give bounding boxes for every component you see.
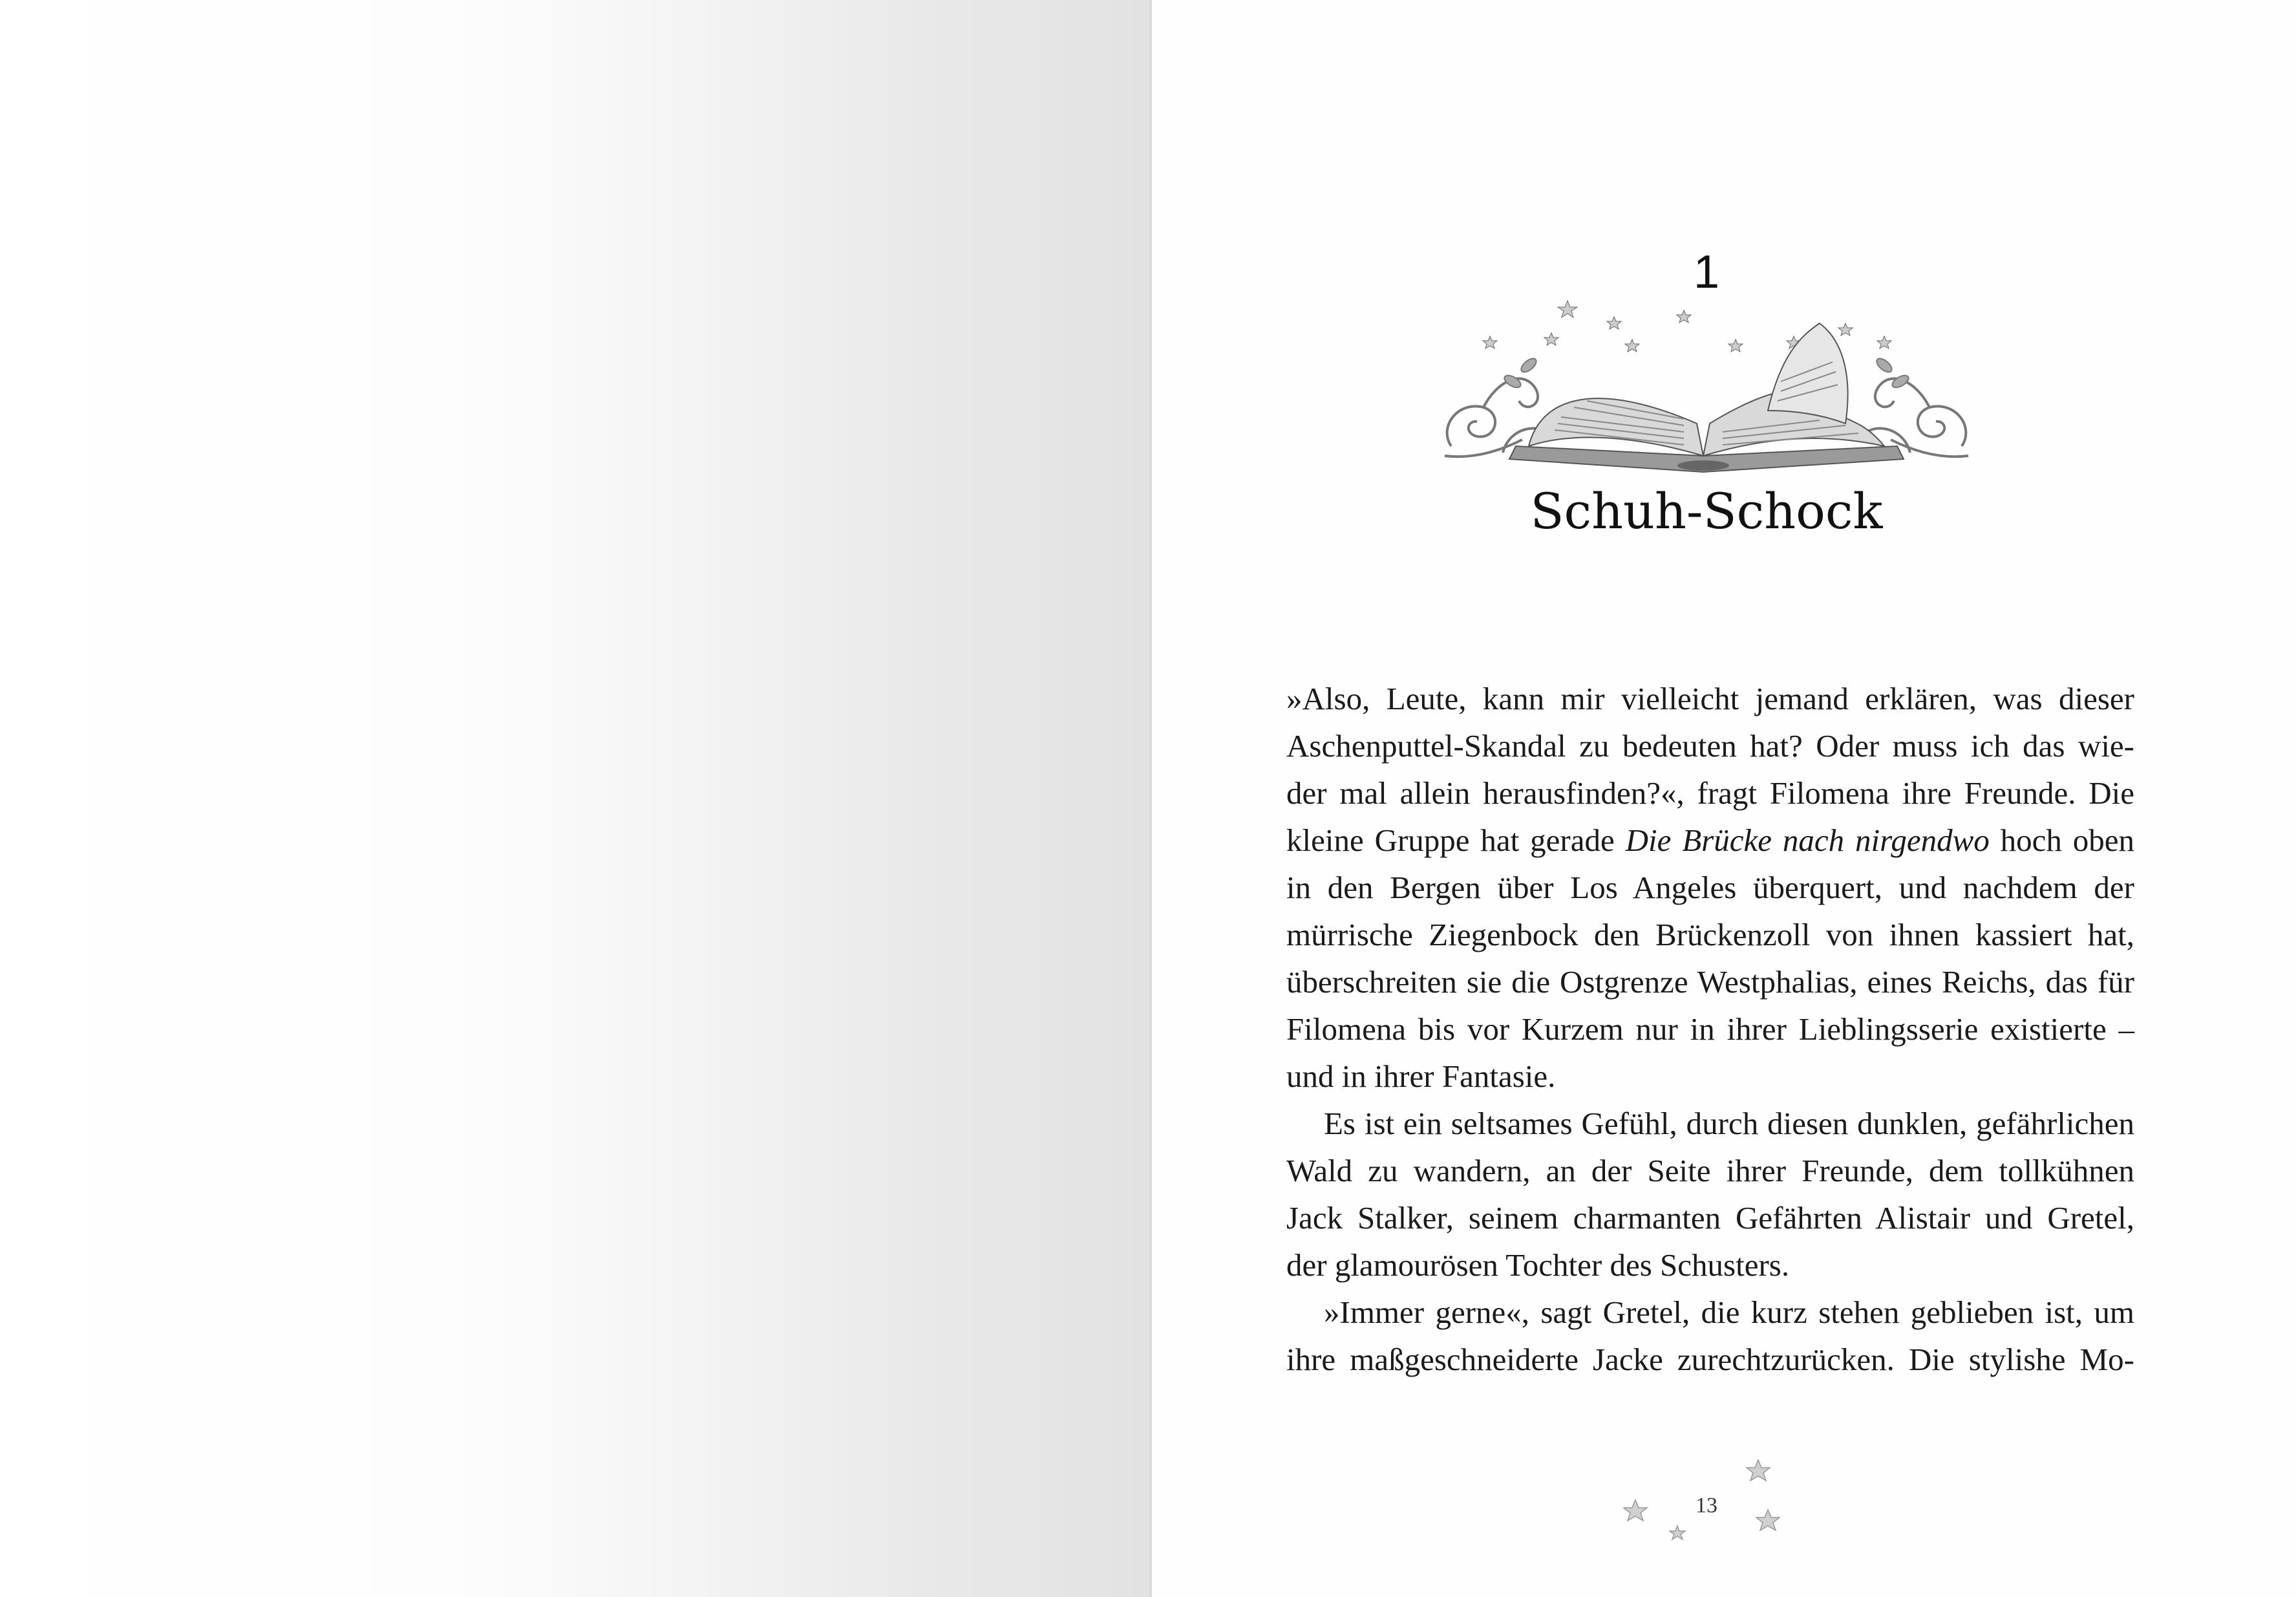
text-line: Wald zu wandern, an der Seite ihrer Freunde, dem tollkühnen [1286, 1153, 2134, 1188]
star-icon [1677, 310, 1691, 323]
text-line: Filomena bis vor Kurzem nur in ihrer Lieblingsserie existierte – [1286, 1011, 2134, 1047]
star-icon [1558, 301, 1577, 317]
text-line: Jack Stalker, seinem charmanten Gefährten Alistair und Gretel, [1286, 1200, 2134, 1236]
text-line: Es ist ein seltsames Gefühl, durch diesen dunklen, gefährlichen [1324, 1106, 2134, 1141]
text-line: der glamourösen Tochter des Schusters. [1286, 1247, 1790, 1283]
star-icon [1544, 333, 1558, 345]
star-icon [1483, 336, 1497, 348]
chapter-title: Schuh-Schock [1530, 482, 1883, 540]
body-text [1286, 675, 2134, 1383]
star-icon [1838, 323, 1853, 336]
text-run: kleine Gruppe hat gerade [1286, 822, 1626, 858]
star-icon [1877, 336, 1891, 348]
text-line: »Also, Leute, kann mir vielleicht jemand erklären, was dieser [1286, 681, 2134, 716]
star-icon [1607, 317, 1621, 329]
star-icon [1728, 339, 1743, 352]
text-line [1286, 817, 2134, 864]
text-line: mürrische Ziegenbock den Brückenzoll von ihnen kassiert hat, [1286, 917, 2134, 952]
text-line: Aschenputtel-Skandal zu bedeuten hat? Oder muss ich das wie- [1286, 728, 2134, 764]
chapter-number: 1 [1693, 246, 1720, 298]
text-line: überschreiten sie die Ostgrenze Westphalias, eines Reichs, das für [1286, 964, 2134, 1000]
text-run: hoch oben [1989, 822, 2134, 858]
text-line: der mal allein herausfinden?«, fragt Filomena ihre Freunde. Die [1286, 775, 2134, 811]
book-title-italic: Die Brücke nach nirgendwo [1625, 822, 1990, 858]
open-book-illustration [1432, 284, 1981, 478]
text-line: »Immer gerne«, sagt Gretel, die kurz stehen geblieben ist, um [1324, 1294, 2134, 1330]
text-line: in den Bergen über Los Angeles überquert, und nachdem der [1286, 870, 2134, 905]
star-icon [1625, 339, 1639, 352]
text-line: ihre maßgeschneiderte Jacke zurechtzurücken. Die stylishe Mo- [1286, 1342, 2134, 1377]
page-number: 13 [1695, 1494, 1717, 1517]
text-line: und in ihrer Fantasie. [1286, 1058, 1556, 1094]
